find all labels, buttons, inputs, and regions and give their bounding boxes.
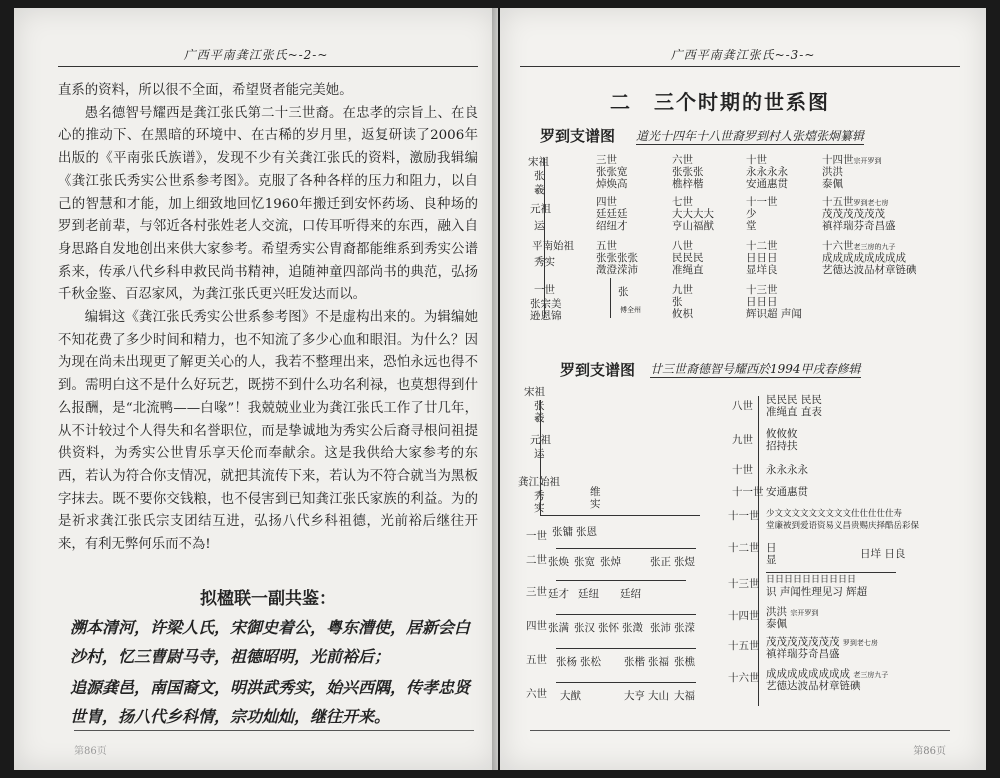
- c1-col3-names-1: 张张张: [672, 166, 704, 178]
- c2-row4-c: 张怀: [598, 622, 619, 634]
- right-running-head: 广西平南龚江张氏~-3-~: [670, 48, 816, 62]
- c2-r-names-10-text: 成成成成成成成成: [766, 668, 850, 680]
- c2-row6-b: 大亨: [624, 690, 645, 702]
- chart2-left-7: 秀: [534, 490, 545, 502]
- paragraph-2: 愚名德智号耀西是龚江张氏第二十三世裔。在忠孝的宗旨上、在良心的推动下、在黑暗的环境中、在古稀的岁月里，返复研读了2006年出版的《平南张氏族谱》，发现不少有关龚江张氏的资料，激励我辑编《龚江张氏秀实公世系参考图》。克服了各种各样的压力和阻力，以自己的智慧和才能，加上细致地回忆1960年搬迁到安怀药场、良种场的罗到老前辈，与邻近各村张姓老人交流，口传耳听得来的东西，融入自身思路自发地创出来供大家参考。希望秀实公胄裔都能维系到秀实公谱系来，传承八代乡科申救民尚书精神，追随神童四部尚书的典范，弘扬千秋金鉴、百忍家风，为龚江张氏更兴旺发达而以。: [58, 105, 478, 303]
- c2-hline-5: [556, 682, 696, 683]
- left-running-head: 广西平南龚江张氏~-2-~: [183, 48, 329, 62]
- c2-row1-a: 张镛: [552, 526, 573, 538]
- right-footer-rule: [530, 730, 950, 731]
- c2-r-sub-1: 准绳直 直表: [766, 406, 822, 418]
- c2-r-sub-2: 招持扶: [766, 440, 798, 452]
- c2-row3-a: 廷才: [548, 588, 569, 600]
- couplet-line-2: 追源龚邑，南国裔文，明洪武秀实，始兴西隅，传孝忠贤世胄，扬八代乡科情，宗功灿灿，继往开来。: [70, 678, 471, 726]
- chart1-left-8: 一世: [534, 284, 555, 296]
- chart2-left-2: 张: [534, 400, 545, 412]
- c2-r-gen-3: 十世: [732, 464, 753, 476]
- couplet-line-1: 溯本清河，许梁人氏，宋御史着公，粤东漕使，居新会白沙村，忆三曹尉马寺，祖德昭明，光前裕后；: [70, 618, 471, 666]
- c2-r-gen-7: 十三世: [728, 578, 760, 590]
- c2-row2-a: 张焕: [548, 556, 569, 568]
- c2-r-hline-7: [766, 572, 896, 573]
- c1-col2-gen-3: 五世: [596, 240, 617, 252]
- chart1-left-9: 张宗美: [530, 298, 562, 310]
- c1-col4-sub-2: 堂: [746, 220, 757, 232]
- c2-r-sub-6: 显: [766, 554, 777, 566]
- chart1-left-5: 运: [534, 220, 545, 232]
- c1-col3-names-2: 大大大大: [672, 208, 714, 220]
- c1-col5-gen-1-text: 十四世: [822, 154, 854, 166]
- page-heading: 二 三个时期的世系图: [610, 90, 830, 114]
- c1-col3-sub-2: 亨山福猷: [672, 220, 714, 232]
- c2-row4-a: 张满: [548, 622, 569, 634]
- c2-r-names-8-text: 洪洪: [766, 606, 787, 618]
- c1-col5-gen-3-text: 十六世: [822, 240, 854, 252]
- chart1-trunk: [544, 158, 545, 318]
- c2-r-sub-5: 堂廉被到爱语资易义昌贵赐庆择酷岳彩保: [766, 521, 920, 531]
- c2-r-names-7: 日日日日日日日日日日: [766, 575, 857, 585]
- c1-col5-sub-1: 泰佩: [822, 178, 843, 190]
- c1-col4-gen-2: 十一世: [746, 196, 778, 208]
- chart2-title: 罗到支谱图: [560, 361, 636, 379]
- chart1-left-6: 平南始祖: [532, 240, 574, 252]
- c1-col4-gen-3: 十二世: [746, 240, 778, 252]
- c2-row6-d: 大福: [674, 690, 695, 702]
- c2-r-names-1: 民民民 民民: [766, 394, 822, 406]
- c2-r-sub-10: 艺德达波品材章链碘: [766, 680, 861, 692]
- chart1-caption: 道光十四年十八世裔罗到村人张熺张炯纂辑: [636, 129, 865, 143]
- c2-r-gen-5: 十一世: [728, 510, 760, 522]
- c1-col2-sub-2: 绍纽才: [596, 220, 628, 232]
- c2-r-gen-2: 九世: [732, 434, 753, 446]
- c1-col5-names-1: 洪洪: [822, 166, 843, 178]
- c2-r-gen-6: 十二世: [728, 542, 760, 554]
- c1-col2-sub-3: 澂澄溁沛: [596, 264, 638, 276]
- c1-col3-gen-4: 九世: [672, 284, 693, 296]
- c1-col2-gen-1: 三世: [596, 154, 617, 166]
- chart1-title: 罗到支谱图: [540, 127, 616, 145]
- c1-col5-sub-2: 禛祥瑞芬奇昌盛: [822, 220, 896, 232]
- c2-row3-b: 廷纽: [578, 588, 599, 600]
- chart2-branch-1: [540, 515, 700, 516]
- c1-col3-sub-1: 樵梓楷: [672, 178, 704, 190]
- c2-row3-c: 廷绍: [620, 588, 641, 600]
- c1-col5-sub-3: 艺德达波品材章链碘: [822, 264, 917, 276]
- c2-r-names-3: 永永永永: [766, 464, 808, 476]
- paragraph-3: 编辑这《龚江张氏秀实公世系参考图》不是虚构出来的。为辑编她不知花费了多少时间和精力，也不知流了多少心血和眼泪。为什么？因为现在尚未出现更了解更关心的人，我若不整理出来，恐怕永远也得不到。需明白这不是什么好玩艺，既捞不到什么功名利禄，也莫想得到什么报酬，是“北流鸭——白喙”！我兢兢业业为龚江张氏工作了廿几年，从不计较过个人得失和名誉职位，而是挚诚地为秀实公后裔寻根问祖提供资料，为秀实公世胄乐享天伦而奉献余。这是我供给大家参考的东西，若认为符合你支情况，就把其流传下来，若认为不符合就当为黑板字抹去。既不要你交钱粮，也不侵害到已知龚江张氏家族的利益。为的是祈求龚江张氏宗支团结互进，弘扬八代乡科祖德，光前裕后继往开来，有利无弊何乐而不為!: [58, 310, 478, 553]
- chart2-left-4: 元祖: [530, 434, 551, 446]
- chart1-left-7: 秀实: [534, 256, 555, 268]
- left-page-number: 第86页: [74, 746, 107, 757]
- c2-r-sub-7: 识 声闻性理见习 辉超: [766, 586, 868, 598]
- c2-row4-f: 张溁: [674, 622, 695, 634]
- paragraph-1: 直系的资料，所以很不全面，希望贤者能完美她。: [58, 83, 353, 98]
- c1-col4-gen-4: 十三世: [746, 284, 778, 296]
- c1-col3-sub-4: 攸枳: [672, 308, 693, 320]
- c2-hline-1: [556, 548, 696, 549]
- chart1-left-2: 张: [534, 170, 545, 182]
- c2-row6-a: 大猷: [560, 690, 581, 702]
- c1-col2-gen-2: 四世: [596, 196, 617, 208]
- c2-row5-d: 张福: [648, 656, 669, 668]
- c1-col2-names-1: 张张宽: [596, 166, 628, 178]
- c1-col5-note-2: 罗到老七房: [853, 199, 889, 207]
- chart1-left-1: 宋祖: [528, 156, 549, 168]
- c2-r-extra-6: 日垟 日良: [860, 548, 906, 560]
- c1-col2-line: [610, 278, 611, 318]
- chart2-trunk: [540, 400, 541, 515]
- chart1-left-3: 羲: [534, 184, 545, 196]
- left-body-text: [58, 80, 478, 557]
- right-page: [500, 8, 986, 770]
- c2-row5-b: 张松: [580, 656, 601, 668]
- couplet-heading: 拟楹联一副共鉴：: [200, 589, 336, 609]
- c1-col4-gen-1: 十世: [746, 154, 767, 166]
- c2-row4-e: 张沛: [650, 622, 671, 634]
- left-footer-rule: [74, 730, 474, 731]
- c2-row4-b: 张汉: [574, 622, 595, 634]
- c2-row2-e: 张煜: [674, 556, 695, 568]
- c2-row5-c: 张楷: [624, 656, 645, 668]
- c1-col3-gen-2: 七世: [672, 196, 693, 208]
- c2-r-note-8: 宗开罗到: [790, 609, 819, 617]
- c2-r-sub-9: 禛祥瑞芬奇昌盛: [766, 648, 840, 660]
- c2-gen-4: 四世: [526, 620, 547, 632]
- c2-row5-e: 张樵: [674, 656, 695, 668]
- chart1-left-10: 逊恩锦: [530, 310, 562, 322]
- c2-r-note-9: 罗到老七房: [842, 639, 878, 647]
- c2-row4-d: 张澂: [622, 622, 643, 634]
- c2-hline-2: [556, 580, 686, 581]
- c1-col4-names-4: 日日日: [746, 296, 778, 308]
- c2-gen-5: 五世: [526, 654, 547, 666]
- c2-r-gen-10: 十六世: [728, 672, 760, 684]
- right-header-rule: [520, 66, 960, 67]
- c2-r-names-2: 攸攸攸: [766, 428, 798, 440]
- chart1-left-4: 元祖: [530, 203, 551, 215]
- c1-col3-gen-1: 六世: [672, 154, 693, 166]
- c2-gen-3: 三世: [526, 586, 547, 598]
- c2-row2-c: 张焯: [600, 556, 621, 568]
- c1-col4-sub-1: 安通惠贯: [746, 178, 788, 190]
- c1-col2-sub-4: 傅全州: [620, 306, 641, 314]
- c2-row5-a: 张杨: [556, 656, 577, 668]
- c1-col5-gen-2-text: 十五世: [822, 196, 854, 208]
- chart2-top-name: 维 实: [590, 486, 601, 510]
- c2-r-gen-8-text: 十四世: [728, 610, 760, 622]
- c2-gen-6: 六世: [526, 688, 547, 700]
- c2-r-gen-8: [728, 610, 760, 622]
- c1-col2-names-3: 张张张张: [596, 252, 638, 264]
- c2-gen-1: 一世: [526, 530, 547, 542]
- right-page-number: 第86页: [913, 746, 946, 757]
- c2-hline-3: [556, 614, 696, 615]
- chart2-left-6: 龚江始祖: [518, 476, 560, 488]
- c2-r-note-10: 老三房九子: [853, 671, 889, 679]
- c1-col5-note-1: 宗开罗到: [853, 157, 882, 165]
- c1-col4-names-2: 少: [746, 208, 757, 220]
- c2-r-gen-4: 十一世: [732, 486, 764, 498]
- chart2-left-3: 羲: [534, 412, 545, 424]
- c1-col2-sub-1: 焯焕高: [596, 178, 628, 190]
- c2-r-names-4: 安通惠贯: [766, 486, 808, 498]
- left-page: [14, 8, 498, 770]
- c2-row2-b: 张宽: [574, 556, 595, 568]
- c2-row2-d: 张正: [650, 556, 671, 568]
- c1-col3-sub-3: 准绳直: [672, 264, 704, 276]
- c1-col2-names-4: 张: [618, 286, 629, 298]
- c2-r-sub-8: 泰佩: [766, 618, 787, 630]
- c1-col5-note-3: 老三房的九子: [853, 243, 896, 251]
- c1-col4-names-1: 永永永永: [746, 166, 788, 178]
- c1-col4-sub-4: 辉识超 声闻: [746, 308, 802, 320]
- c2-r-gen-9: 十五世: [728, 640, 760, 652]
- c1-col5-names-2: 茂茂茂茂茂茂: [822, 208, 885, 220]
- c2-hline-4: [556, 648, 696, 649]
- book-spread: [14, 8, 986, 770]
- c1-col5-names-3: 成成成成成成成成: [822, 252, 906, 264]
- chart2-left-1: 宋祖: [524, 386, 545, 398]
- c2-r-gen-1: 八世: [732, 400, 753, 412]
- c2-r-names-9-text: 茂茂茂茂茂茂茂: [766, 636, 840, 648]
- c2-gen-2: 二世: [526, 554, 547, 566]
- c1-col3-gen-3: 八世: [672, 240, 693, 252]
- c2-r-names-6: 日: [766, 542, 777, 554]
- c2-row1-b: 张恩: [576, 526, 597, 538]
- chart2-left-5: 运: [534, 448, 545, 460]
- c1-col4-sub-3: 显垟良: [746, 264, 778, 276]
- left-header-rule: [58, 66, 478, 67]
- c2-row6-c: 大山: [648, 690, 669, 702]
- c2-r-names-5: 少文文文文文文文文文仕仕仕仕仕寿: [766, 509, 903, 519]
- chart2-left-8: 实: [534, 502, 545, 514]
- c1-col3-names-4: 张: [672, 296, 683, 308]
- chart2-caption: 廿三世裔德智号耀西於1994甲戌春修辑: [650, 362, 861, 376]
- c1-col2-names-2: 廷廷廷: [596, 208, 628, 220]
- c1-col4-names-3: 日日日: [746, 252, 778, 264]
- c1-col3-names-3: 民民民: [672, 252, 704, 264]
